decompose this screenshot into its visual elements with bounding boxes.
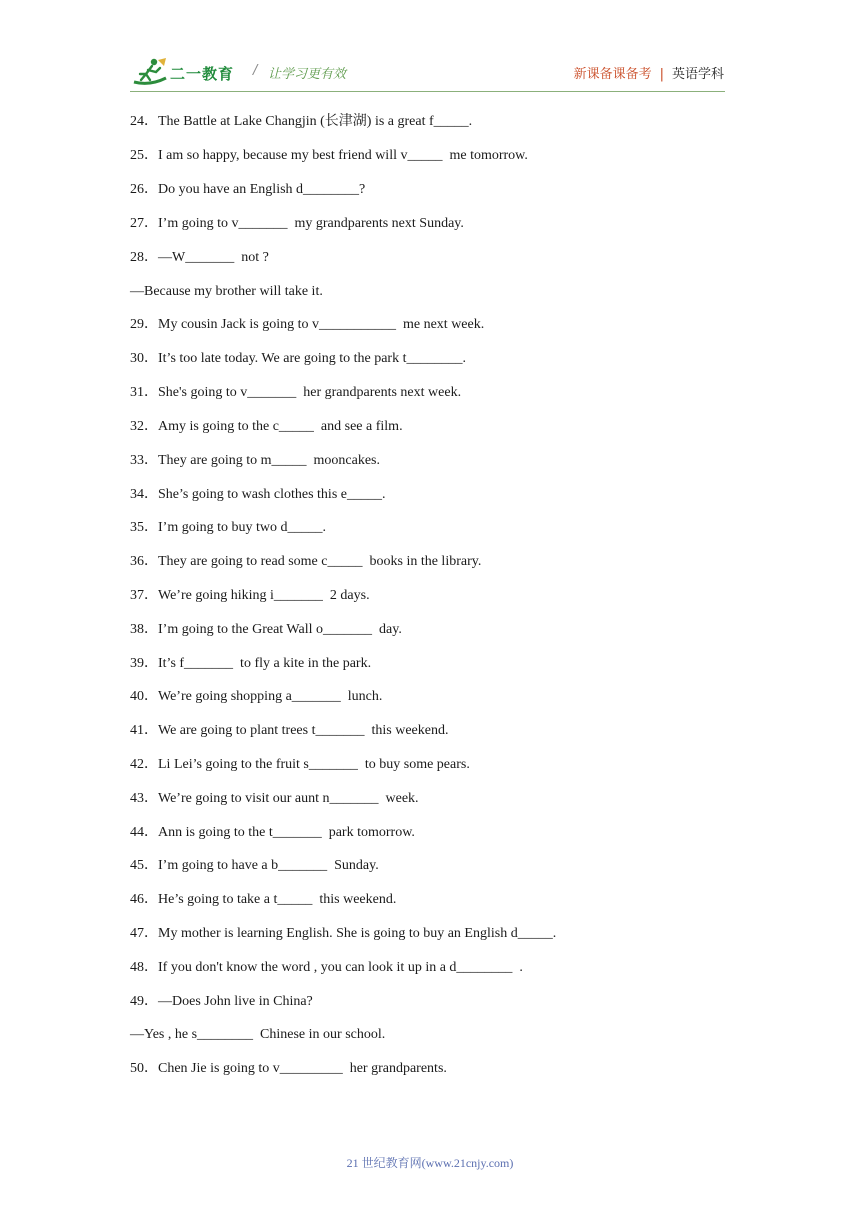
header-divider <box>130 91 725 92</box>
question-item: 43．We’re going to visit our aunt n_______ week. <box>130 791 419 806</box>
question-item: 48．If you don't know the word , you can look it up in a d________ . <box>130 960 523 975</box>
brand-name: 二一教育 <box>170 65 235 83</box>
question-item: 46．He’s going to take a t_____ this weekend. <box>130 892 397 907</box>
question-item: 39．It’s f_______ to fly a kite in the park. <box>130 656 372 671</box>
header-course-label: 新课备课备考 <box>573 67 652 82</box>
question-item: 34．She’s going to wash clothes this e_____. <box>130 487 386 502</box>
page-header <box>130 56 730 90</box>
question-item: 25．I am so happy, because my best friend will v_____ me tomorrow. <box>130 148 528 163</box>
header-separator: | <box>659 67 664 82</box>
header-slogan: 让学习更有效 <box>268 67 347 82</box>
question-item: 24．The Battle at Lake Changjin (长津湖) is a great f_____. <box>130 114 473 129</box>
answer-line: —Because my brother will take it. <box>130 284 323 299</box>
question-item: 38．I’m going to the Great Wall o_______ day. <box>130 622 402 637</box>
question-item: 35．I’m going to buy two d_____. <box>130 520 326 535</box>
question-item: 26．Do you have an English d________? <box>130 182 366 197</box>
header-subject-label: 英语学科 <box>671 67 724 82</box>
answer-line: —Yes , he s________ Chinese in our school. <box>130 1027 386 1042</box>
page-footer: 21 世纪教育网(www.21cnjy.com) <box>346 1156 514 1170</box>
question-item: 33．They are going to m_____ mooncakes. <box>130 453 381 468</box>
question-item: 41．We are going to plant trees t_______ this weekend. <box>130 723 449 738</box>
header-slash: / <box>253 63 258 78</box>
question-item: 27．I’m going to v_______ my grandparents next Sunday. <box>130 216 464 231</box>
question-item: 40．We’re going shopping a_______ lunch. <box>130 689 383 704</box>
question-item: 47．My mother is learning English. She is going to buy an English d_____. <box>130 926 557 941</box>
question-item: 36．They are going to read some c_____ books in the library. <box>130 554 482 569</box>
question-item: 37．We’re going hiking i_______ 2 days. <box>130 588 370 603</box>
header-right <box>574 63 724 82</box>
question-item: 31．She's going to v_______ her grandparents next week. <box>130 385 462 400</box>
question-item: 50．Chen Jie is going to v_________ her grandparents. <box>130 1061 447 1076</box>
question-item: 45．I’m going to have a b_______ Sunday. <box>130 858 379 873</box>
question-item: 29．My cousin Jack is going to v___________ me next week. <box>130 317 485 332</box>
question-item: 30．It’s too late today. We are going to the park t________. <box>130 351 466 366</box>
question-item: 28．—W_______ not ? <box>130 250 269 265</box>
question-item: 44．Ann is going to the t_______ park tomorrow. <box>130 825 415 840</box>
question-item: 32．Amy is going to the c_____ and see a film. <box>130 419 403 434</box>
question-item: 49．—Does John live in China? <box>130 994 313 1009</box>
question-item: 42．Li Lei’s going to the fruit s_______ to buy some pears. <box>130 757 470 772</box>
